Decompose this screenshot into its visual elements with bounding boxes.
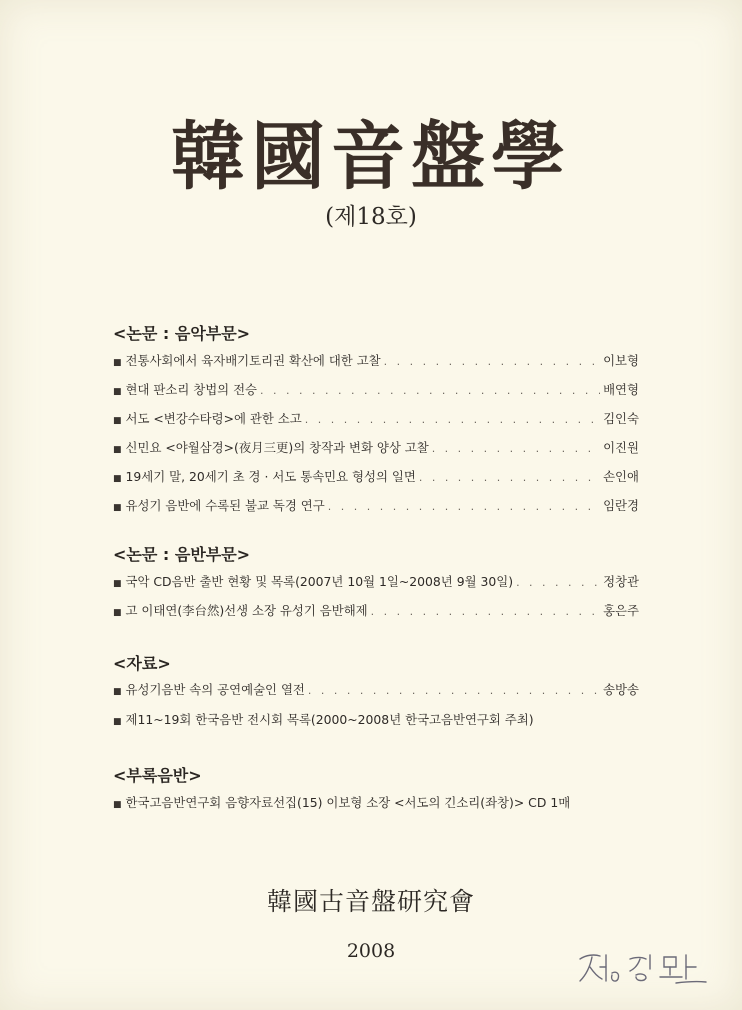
entry-title: 국악 CD음반 출반 현황 및 목록(2007년 10월 1일~2008년 9월 30일) <box>125 574 514 589</box>
section-heading-materials: <자료> <box>113 654 171 673</box>
entry-title: 서도 <변강수타령>에 관한 소고 <box>125 411 302 426</box>
entry-author: 정창관 <box>603 574 639 589</box>
entry-author: 손인애 <box>603 469 639 484</box>
bullet-icon: ■ <box>113 358 122 368</box>
dot-leader <box>419 471 600 484</box>
bullet-icon: ■ <box>113 416 122 426</box>
entry-author: 이진원 <box>603 440 639 455</box>
entry-title: 19세기 말, 20세기 초 경 · 서도 통속민요 형성의 일면 <box>125 469 416 484</box>
publication-year: 2008 <box>346 940 396 962</box>
toc-entry <box>113 467 639 485</box>
dot-leader <box>371 605 600 618</box>
entry-title: 한국고음반연구회 음향자료선집(15) 이보형 소장 <서도의 긴소리(좌창)> CD 1매 <box>125 795 571 810</box>
journal-title: 韓國音盤學 <box>171 114 571 200</box>
bullet-icon: ■ <box>113 608 122 618</box>
section-heading-music: <논문 : 음악부문> <box>113 324 251 343</box>
toc-entry <box>113 793 639 811</box>
section-heading-appendix: <부록음반> <box>113 766 202 785</box>
issue-number: (제18호) <box>325 204 417 230</box>
publisher-name: 韓國古音盤研究會 <box>266 887 475 916</box>
dot-leader <box>260 384 600 397</box>
entry-title: 제11~19회 한국음반 전시회 목록(2000~2008년 한국고음반연구회 주최) <box>125 712 534 727</box>
dot-leader <box>432 442 600 455</box>
toc-entry <box>113 496 639 514</box>
dot-leader <box>328 500 600 513</box>
entry-author: 송방송 <box>603 682 639 697</box>
toc-entry <box>113 680 639 698</box>
toc-entry <box>113 351 639 369</box>
bullet-icon: ■ <box>113 579 122 589</box>
dot-leader <box>384 355 600 368</box>
dot-leader <box>516 576 600 589</box>
entry-title: 유성기음반 속의 공연예술인 열전 <box>125 682 305 697</box>
entry-author: 홍은주 <box>603 603 639 618</box>
bullet-icon: ■ <box>113 387 122 397</box>
entry-author: 이보형 <box>603 353 639 368</box>
bullet-icon: ■ <box>113 445 122 455</box>
handwritten-signature <box>572 945 712 999</box>
entry-title: 유성기 음반에 수록된 불교 독경 연구 <box>125 498 325 513</box>
bullet-icon: ■ <box>113 800 122 810</box>
entry-author: 김인숙 <box>603 411 639 426</box>
toc-entry <box>113 572 639 590</box>
entry-title: 전통사회에서 육자배기토리권 확산에 대한 고찰 <box>125 353 381 368</box>
bullet-icon: ■ <box>113 717 122 727</box>
bullet-icon: ■ <box>113 474 122 484</box>
entry-author: 배연형 <box>603 382 639 397</box>
toc-entry <box>113 601 639 619</box>
toc-entry <box>113 380 639 398</box>
entry-title: 고 이태연(李台然)선생 소장 유성기 음반해제 <box>125 603 368 618</box>
bullet-icon: ■ <box>113 687 122 697</box>
entry-title: 신민요 <야월삼경>(夜月三更)의 창작과 변화 양상 고찰 <box>125 440 429 455</box>
entry-author: 임란경 <box>603 498 639 513</box>
toc-entry <box>113 710 639 728</box>
section-heading-records: <논문 : 음반부문> <box>113 545 251 564</box>
toc-entry <box>113 438 639 456</box>
dot-leader <box>308 684 600 697</box>
toc-entry <box>113 409 639 427</box>
dot-leader <box>305 413 600 426</box>
bullet-icon: ■ <box>113 503 122 513</box>
entry-title: 현대 판소리 창법의 전승 <box>125 382 258 397</box>
